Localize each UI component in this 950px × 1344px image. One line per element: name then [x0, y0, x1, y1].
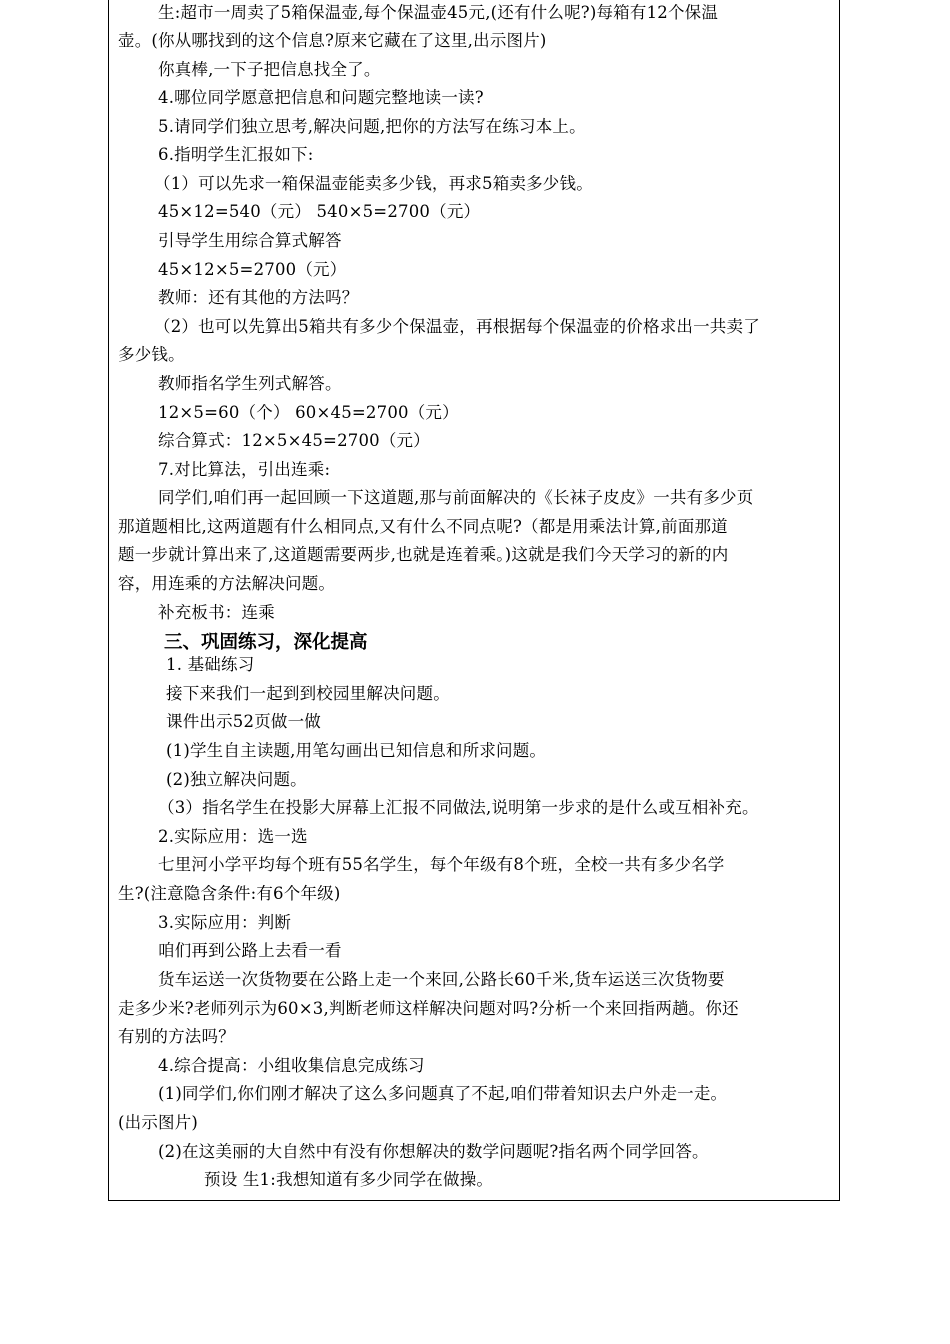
text-line: 2.实际应用：选一选 — [158, 827, 308, 846]
text-line: 壶。(你从哪找到的这个信息?原来它藏在了这里,出示图片) — [118, 31, 547, 50]
text-line: 4.综合提高：小组收集信息完成练习 — [158, 1056, 425, 1075]
text-line: 走多少米?老师列示为60×3,判断老师这样解决问题对吗?分析一个来回指两趟。你还 — [118, 999, 739, 1018]
text-line: 45×12=540（元） 540×5=2700（元） — [158, 202, 481, 221]
text-line: 45×12×5=2700（元） — [158, 260, 347, 279]
text-line: 多少钱。 — [118, 345, 185, 364]
text-line: 货车运送一次货物要在公路上走一个来回,公路长60千米,货车运送三次货物要 — [158, 970, 725, 989]
text-line: 引导学生用综合算式解答 — [158, 231, 342, 250]
text-line: (2)在这美丽的大自然中有没有你想解决的数学问题呢?指名两个同学回答。 — [158, 1142, 709, 1161]
text-line: 有别的方法吗？ — [118, 1027, 235, 1046]
text-line: 1. 基础练习 — [166, 655, 255, 674]
text-line: 七里河小学平均每个班有55名学生，每个年级有8个班，全校一共有多少名学 — [158, 855, 725, 874]
text-line: 教师指名学生列式解答。 — [158, 374, 342, 393]
text-line: 综合算式：12×5×45=2700（元） — [158, 431, 430, 450]
text-line: 教师：还有其他的方法吗？ — [158, 288, 359, 307]
text-line: (出示图片) — [118, 1113, 199, 1132]
section-heading: 三、巩固练习，深化提高 — [164, 632, 368, 653]
text-line: 7.对比算法，引出连乘: — [158, 460, 331, 479]
text-line: 预设 生1:我想知道有多少同学在做操。 — [204, 1170, 494, 1189]
text-line: （1）可以先求一箱保温壶能卖多少钱，再求5箱卖多少钱。 — [154, 174, 593, 193]
text-line: 3.实际应用：判断 — [158, 913, 292, 932]
text-line: （2）也可以先算出5箱共有多少个保温壶，再根据每个保温壶的价格求出一共卖了 — [154, 317, 760, 336]
text-line: 生:超市一周卖了5箱保温壶,每个保温壶45元,(还有什么呢?)每箱有12个保温 — [158, 3, 719, 22]
text-line: 生?(注意隐含条件:有6个年级) — [118, 884, 341, 903]
text-line: 那道题相比,这两道题有什么相同点,又有什么不同点呢?（都是用乘法计算,前面那道 — [118, 517, 728, 536]
text-line: (1)同学们,你们刚才解决了这么多问题真了不起,咱们带着知识去户外走一走。 — [158, 1084, 728, 1103]
text-line: (2)独立解决问题。 — [166, 770, 307, 789]
text-line: 同学们,咱们再一起回顾一下这道题,那与前面解决的《长袜子皮皮》一共有多少页 — [158, 488, 754, 507]
text-line: 你真棒,一下子把信息找全了。 — [158, 60, 381, 79]
text-line: 题一步就计算出来了,这道题需要两步,也就是连着乘。)这就是我们今天学习的新的内 — [118, 545, 729, 564]
text-line: 12×5=60（个） 60×45=2700（元） — [158, 403, 459, 422]
text-line: 咱们再到公路上去看一看 — [158, 941, 342, 960]
text-line: 6.指明学生汇报如下: — [158, 145, 314, 164]
text-line: 课件出示52页做一做 — [166, 712, 321, 731]
text-line: 接下来我们一起到到校园里解决问题。 — [166, 684, 450, 703]
text-line: 补充板书：连乘 — [158, 603, 275, 622]
text-line: (1)学生自主读题,用笔勾画出已知信息和所求问题。 — [166, 741, 547, 760]
text-line: （3）指名学生在投影大屏幕上汇报不同做法,说明第一步求的是什么或互相补充。 — [158, 798, 759, 817]
text-line: 4.哪位同学愿意把信息和问题完整地读一读? — [158, 88, 484, 107]
text-line: 容，用连乘的方法解决问题。 — [118, 574, 336, 593]
text-line: 5.请同学们独立思考,解决问题,把你的方法写在练习本上。 — [158, 117, 586, 136]
